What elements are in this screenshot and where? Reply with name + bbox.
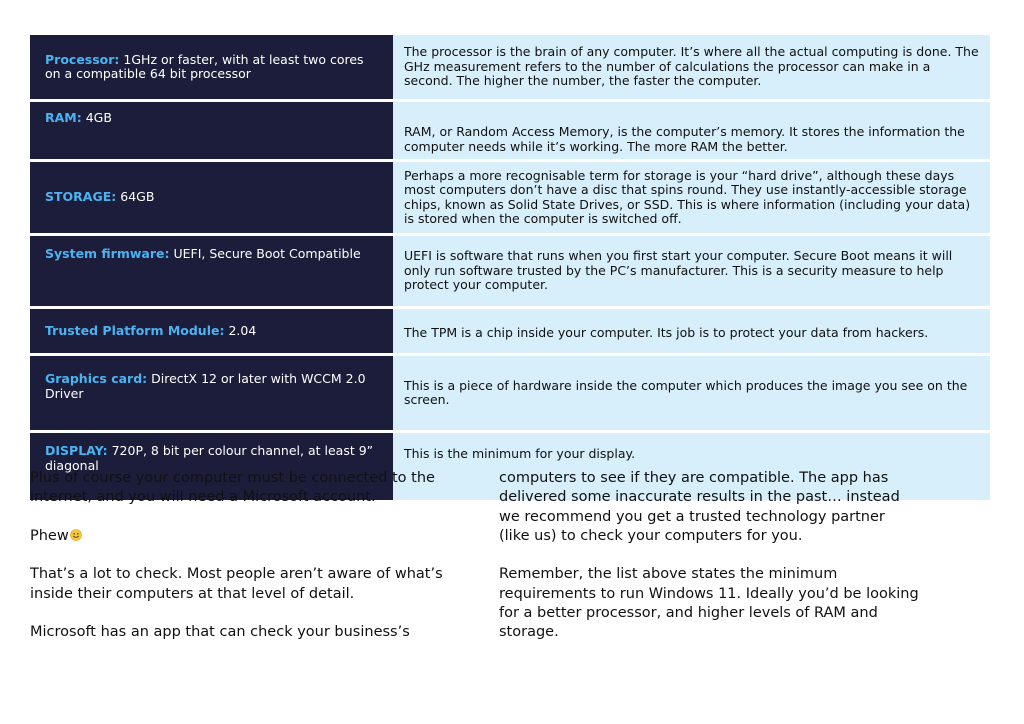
spec-description: RAM, or Random Access Memory, is the computer’s memory. It stores the information the computer needs while it’s working. The more RAM the better. <box>393 101 990 161</box>
table-row <box>30 101 990 161</box>
smiley-icon <box>70 529 82 541</box>
spec-cell <box>30 161 393 235</box>
paragraph: Remember, the list above states the minimum requirements to run Windows 11. Ideally you’d be looking for a better processor, and higher levels of RAM and storage. <box>499 566 919 641</box>
body-column-right <box>499 469 919 662</box>
table-row <box>30 35 990 101</box>
table-row <box>30 355 990 432</box>
spec-description: Perhaps a more recognisable term for storage is your “hard drive”, although these days most computers don’t have a disc that spins round. They use instantly-accessible storage chips, known as Solid State Drives, or SSD. This is where information (including your data) is stored when the computer is switched off. <box>393 161 990 235</box>
spec-cell <box>30 35 393 101</box>
spec-description: The processor is the brain of any computer. It’s where all the actual computing is done. The GHz measurement refers to the number of calculations the processor can make in a second. The higher the number, the faster the computer. <box>393 35 990 101</box>
spec-value: 4GB <box>81 110 112 125</box>
spec-cell <box>30 355 393 432</box>
requirements-table <box>30 35 990 503</box>
spec-value: 720P, 8 bit per colour channel, at least 9” diagonal <box>45 443 374 473</box>
spec-label: DISPLAY: <box>45 443 108 458</box>
spec-label: STORAGE: <box>45 189 117 205</box>
paragraph: computers to see if they are compatible. The app has delivered some inaccurate results in the past… instead we recommend you get a trusted technology partner (like us) to check your computers for you. <box>499 470 900 544</box>
spec-cell <box>30 101 393 161</box>
spec-label: Processor: <box>45 51 120 67</box>
phew-text: Phew <box>30 527 69 544</box>
spec-value: 2.04 <box>224 322 257 338</box>
spec-description: This is the minimum for your display. <box>393 432 990 502</box>
spec-value: 64GB <box>116 189 155 205</box>
spec-value: DirectX 12 or later with WCCM 2.0 Driver <box>45 371 366 401</box>
paragraph: Plus of course your computer must be connected to the internet, and you will need a Microsoft account. <box>30 470 435 506</box>
spec-value: UEFI, Secure Boot Compatible <box>169 246 361 261</box>
spec-label: Graphics card: <box>45 371 148 386</box>
spec-description: The TPM is a chip inside your computer. Its job is to protect your data from hackers. <box>393 308 990 355</box>
spec-value: 1GHz or faster, with at least two cores on a compatible 64 bit processor <box>45 51 364 81</box>
spec-description: UEFI is software that runs when you first start your computer. Secure Boot means it will only run software trusted by the PC’s manufacturer. This is a security measure to help protect your computer. <box>393 235 990 308</box>
table-row <box>30 308 990 355</box>
table-row <box>30 161 990 235</box>
spec-cell <box>30 308 393 355</box>
body-column-left <box>30 469 450 662</box>
spec-description: This is a piece of hardware inside the computer which produces the image you see on the screen. <box>393 355 990 432</box>
paragraph-phew <box>30 527 450 546</box>
paragraph: Microsoft has an app that can check your business’s <box>30 624 410 641</box>
spec-label: Trusted Platform Module: <box>45 322 225 338</box>
table-row <box>30 235 990 308</box>
paragraph: That’s a lot to check. Most people aren’t aware of what’s inside their computers at that level of detail. <box>30 566 443 602</box>
spec-cell <box>30 235 393 308</box>
spec-label: RAM: <box>45 110 82 125</box>
spec-label: System firmware: <box>45 246 170 261</box>
